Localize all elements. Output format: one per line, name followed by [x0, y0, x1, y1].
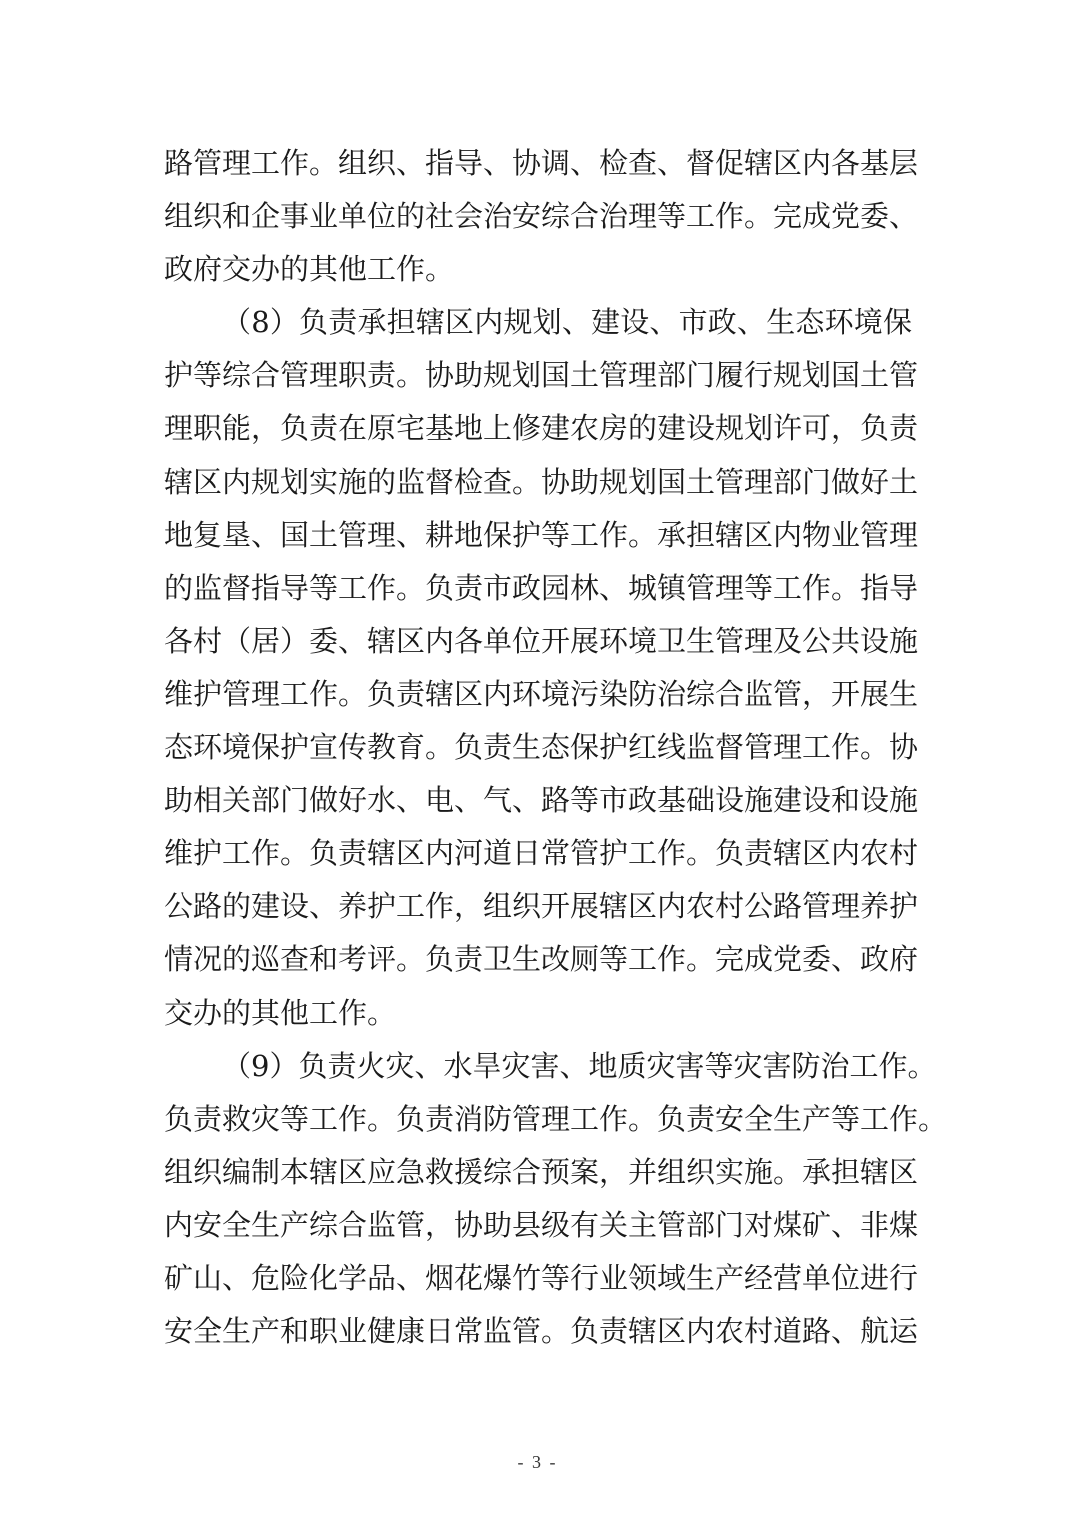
document-body	[164, 137, 948, 1358]
text-line: （9）负责火灾、水旱灾害、地质灾害等灾害防治工作。	[222, 1048, 937, 1083]
text-line: 辖区内规划实施的监督检查。协助规划国土管理部门做好土	[164, 464, 919, 499]
text-line: 矿山、危险化学品、烟花爆竹等行业领域生产经营单位进行	[164, 1260, 919, 1295]
text-line: 各村（居）委、辖区内各单位开展环境卫生管理及公共设施	[164, 623, 919, 658]
text-line: 地复垦、国土管理、耕地保护等工作。承担辖区内物业管理	[164, 517, 919, 552]
text-line: 理职能，负责在原宅基地上修建农房的建设规划许可，负责	[164, 411, 919, 446]
text-line: 态环境保护宣传教育。负责生态保护红线监督管理工作。协	[164, 730, 919, 765]
text-line: 内安全生产综合监管，协助县级有关主管部门对煤矿、非煤	[164, 1207, 919, 1242]
text-line: （8）负责承担辖区内规划、建设、市政、生态环境保	[222, 305, 912, 340]
text-line: 情况的巡查和考评。负责卫生改厕等工作。完成党委、政府	[164, 942, 919, 977]
text-line: 路管理工作。组织、指导、协调、检查、督促辖区内各基层	[164, 146, 919, 180]
text-line: 组织编制本辖区应急救援综合预案，并组织实施。承担辖区	[164, 1154, 919, 1189]
text-line: 维护工作。负责辖区内河道日常管护工作。负责辖区内农村	[164, 836, 919, 871]
text-line: 组织和企事业单位的社会治安综合治理等工作。完成党委、	[164, 199, 919, 234]
text-line: 助相关部门做好水、电、气、路等市政基础设施建设和设施	[164, 783, 919, 818]
text-line: 安全生产和职业健康日常监管。负责辖区内农村道路、航运	[164, 1314, 919, 1349]
text-line: 政府交办的其他工作。	[164, 252, 455, 287]
text-line: 维护管理工作。负责辖区内环境污染防治综合监管，开展生	[164, 676, 919, 711]
text-line: 负责救灾等工作。负责消防管理工作。负责安全生产等工作。	[164, 1101, 948, 1136]
text-line: 护等综合管理职责。协助规划国土管理部门履行规划国土管	[164, 358, 919, 393]
text-line: 公路的建设、养护工作，组织开展辖区内农村公路管理养护	[164, 889, 919, 924]
page-number: - 3 -	[517, 1452, 558, 1472]
text-line: 交办的其他工作。	[164, 995, 397, 1030]
text-line: 的监督指导等工作。负责市政园林、城镇管理等工作。指导	[164, 570, 919, 605]
